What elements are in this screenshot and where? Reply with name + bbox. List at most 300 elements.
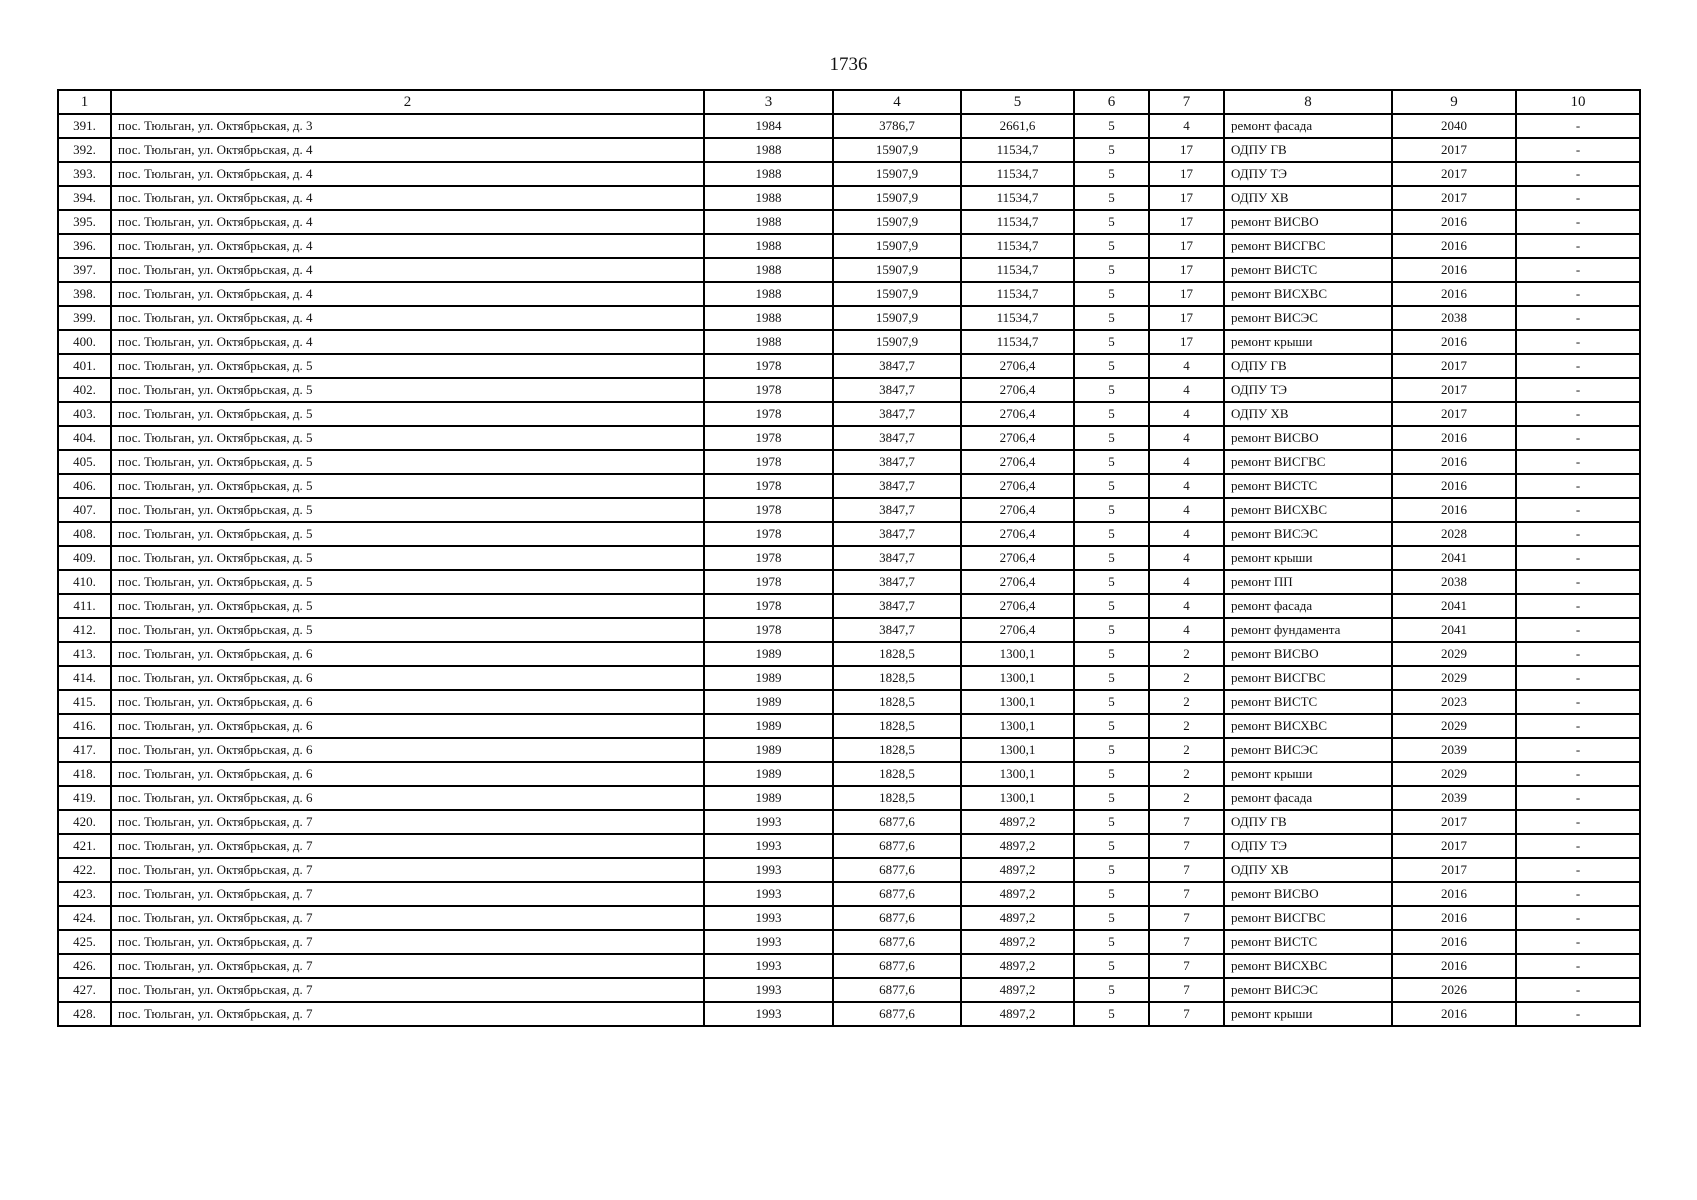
- total-area-cell: 6877,6: [833, 930, 961, 954]
- living-area-cell: 1300,1: [961, 762, 1074, 786]
- address-cell: пос. Тюльган, ул. Октябрьская, д. 5: [111, 474, 704, 498]
- planned-year-cell: 2029: [1392, 762, 1516, 786]
- entrances-cell: 7: [1149, 1002, 1224, 1026]
- row-number-cell: 417.: [58, 738, 111, 762]
- table-row: [58, 834, 1640, 858]
- note-cell: -: [1516, 714, 1640, 738]
- year-built-cell: 1989: [704, 666, 833, 690]
- total-area-cell: 6877,6: [833, 906, 961, 930]
- address-cell: пос. Тюльган, ул. Октябрьская, д. 4: [111, 234, 704, 258]
- total-area-cell: 15907,9: [833, 210, 961, 234]
- floors-cell: 5: [1074, 978, 1149, 1002]
- living-area-cell: 11534,7: [961, 138, 1074, 162]
- planned-year-cell: 2016: [1392, 930, 1516, 954]
- work-type-cell: ОДПУ ХВ: [1224, 858, 1392, 882]
- planned-year-cell: 2017: [1392, 138, 1516, 162]
- year-built-cell: 1988: [704, 330, 833, 354]
- floors-cell: 5: [1074, 258, 1149, 282]
- living-area-cell: 1300,1: [961, 714, 1074, 738]
- floors-cell: 5: [1074, 858, 1149, 882]
- note-cell: -: [1516, 930, 1640, 954]
- table-row: [58, 858, 1640, 882]
- table-row: [58, 498, 1640, 522]
- planned-year-cell: 2016: [1392, 258, 1516, 282]
- entrances-cell: 7: [1149, 978, 1224, 1002]
- table-row: [58, 1002, 1640, 1026]
- living-area-cell: 4897,2: [961, 882, 1074, 906]
- total-area-cell: 3847,7: [833, 570, 961, 594]
- living-area-cell: 11534,7: [961, 210, 1074, 234]
- note-cell: -: [1516, 354, 1640, 378]
- living-area-cell: 2706,4: [961, 450, 1074, 474]
- work-type-cell: ремонт ВИСТС: [1224, 690, 1392, 714]
- row-number-cell: 408.: [58, 522, 111, 546]
- row-number-cell: 403.: [58, 402, 111, 426]
- row-number-cell: 418.: [58, 762, 111, 786]
- year-built-cell: 1988: [704, 258, 833, 282]
- row-number-cell: 423.: [58, 882, 111, 906]
- total-area-cell: 3847,7: [833, 378, 961, 402]
- row-number-cell: 405.: [58, 450, 111, 474]
- year-built-cell: 1993: [704, 834, 833, 858]
- total-area-cell: 15907,9: [833, 162, 961, 186]
- column-header: 6: [1074, 90, 1149, 114]
- work-type-cell: ремонт крыши: [1224, 1002, 1392, 1026]
- work-type-cell: ремонт ВИСЭС: [1224, 738, 1392, 762]
- planned-year-cell: 2041: [1392, 594, 1516, 618]
- year-built-cell: 1978: [704, 474, 833, 498]
- repair-register-table: [57, 89, 1641, 1027]
- entrances-cell: 17: [1149, 186, 1224, 210]
- year-built-cell: 1989: [704, 714, 833, 738]
- entrances-cell: 7: [1149, 930, 1224, 954]
- planned-year-cell: 2017: [1392, 162, 1516, 186]
- table-row: [58, 282, 1640, 306]
- address-cell: пос. Тюльган, ул. Октябрьская, д. 7: [111, 906, 704, 930]
- work-type-cell: ОДПУ ХВ: [1224, 186, 1392, 210]
- total-area-cell: 1828,5: [833, 714, 961, 738]
- year-built-cell: 1978: [704, 426, 833, 450]
- work-type-cell: ремонт ВИСХВС: [1224, 954, 1392, 978]
- note-cell: -: [1516, 258, 1640, 282]
- note-cell: -: [1516, 834, 1640, 858]
- living-area-cell: 1300,1: [961, 666, 1074, 690]
- year-built-cell: 1989: [704, 690, 833, 714]
- living-area-cell: 4897,2: [961, 1002, 1074, 1026]
- floors-cell: 5: [1074, 786, 1149, 810]
- floors-cell: 5: [1074, 810, 1149, 834]
- table-row: [58, 258, 1640, 282]
- note-cell: -: [1516, 954, 1640, 978]
- year-built-cell: 1989: [704, 786, 833, 810]
- year-built-cell: 1984: [704, 114, 833, 138]
- living-area-cell: 2706,4: [961, 546, 1074, 570]
- work-type-cell: ремонт фасада: [1224, 594, 1392, 618]
- floors-cell: 5: [1074, 354, 1149, 378]
- living-area-cell: 2706,4: [961, 354, 1074, 378]
- year-built-cell: 1978: [704, 450, 833, 474]
- floors-cell: 5: [1074, 666, 1149, 690]
- entrances-cell: 7: [1149, 858, 1224, 882]
- column-header: 2: [111, 90, 704, 114]
- work-type-cell: ОДПУ ГВ: [1224, 810, 1392, 834]
- year-built-cell: 1978: [704, 594, 833, 618]
- living-area-cell: 2706,4: [961, 378, 1074, 402]
- address-cell: пос. Тюльган, ул. Октябрьская, д. 5: [111, 618, 704, 642]
- year-built-cell: 1978: [704, 402, 833, 426]
- total-area-cell: 6877,6: [833, 882, 961, 906]
- living-area-cell: 1300,1: [961, 690, 1074, 714]
- floors-cell: 5: [1074, 426, 1149, 450]
- note-cell: -: [1516, 690, 1640, 714]
- floors-cell: 5: [1074, 618, 1149, 642]
- work-type-cell: ремонт крыши: [1224, 762, 1392, 786]
- entrances-cell: 2: [1149, 762, 1224, 786]
- entrances-cell: 17: [1149, 258, 1224, 282]
- column-header: 1: [58, 90, 111, 114]
- planned-year-cell: 2041: [1392, 546, 1516, 570]
- floors-cell: 5: [1074, 138, 1149, 162]
- note-cell: -: [1516, 1002, 1640, 1026]
- entrances-cell: 2: [1149, 690, 1224, 714]
- living-area-cell: 4897,2: [961, 810, 1074, 834]
- floors-cell: 5: [1074, 882, 1149, 906]
- planned-year-cell: 2029: [1392, 642, 1516, 666]
- year-built-cell: 1978: [704, 546, 833, 570]
- column-header: 10: [1516, 90, 1640, 114]
- note-cell: -: [1516, 474, 1640, 498]
- row-number-cell: 395.: [58, 210, 111, 234]
- total-area-cell: 15907,9: [833, 330, 961, 354]
- year-built-cell: 1993: [704, 906, 833, 930]
- entrances-cell: 7: [1149, 834, 1224, 858]
- address-cell: пос. Тюльган, ул. Октябрьская, д. 6: [111, 690, 704, 714]
- address-cell: пос. Тюльган, ул. Октябрьская, д. 7: [111, 882, 704, 906]
- entrances-cell: 4: [1149, 594, 1224, 618]
- planned-year-cell: 2016: [1392, 954, 1516, 978]
- planned-year-cell: 2016: [1392, 426, 1516, 450]
- column-header: 8: [1224, 90, 1392, 114]
- row-number-cell: 428.: [58, 1002, 111, 1026]
- work-type-cell: ремонт крыши: [1224, 546, 1392, 570]
- entrances-cell: 17: [1149, 234, 1224, 258]
- row-number-cell: 402.: [58, 378, 111, 402]
- total-area-cell: 15907,9: [833, 234, 961, 258]
- work-type-cell: ремонт ВИСТС: [1224, 474, 1392, 498]
- row-number-cell: 404.: [58, 426, 111, 450]
- planned-year-cell: 2016: [1392, 282, 1516, 306]
- row-number-cell: 410.: [58, 570, 111, 594]
- floors-cell: 5: [1074, 402, 1149, 426]
- planned-year-cell: 2039: [1392, 738, 1516, 762]
- address-cell: пос. Тюльган, ул. Октябрьская, д. 4: [111, 330, 704, 354]
- work-type-cell: ремонт ВИСТС: [1224, 258, 1392, 282]
- table-row: [58, 738, 1640, 762]
- note-cell: -: [1516, 738, 1640, 762]
- floors-cell: 5: [1074, 762, 1149, 786]
- floors-cell: 5: [1074, 474, 1149, 498]
- table-row: [58, 546, 1640, 570]
- table-row: [58, 234, 1640, 258]
- entrances-cell: 4: [1149, 570, 1224, 594]
- note-cell: -: [1516, 138, 1640, 162]
- row-number-cell: 425.: [58, 930, 111, 954]
- living-area-cell: 1300,1: [961, 642, 1074, 666]
- living-area-cell: 2661,6: [961, 114, 1074, 138]
- entrances-cell: 2: [1149, 666, 1224, 690]
- address-cell: пос. Тюльган, ул. Октябрьская, д. 7: [111, 1002, 704, 1026]
- living-area-cell: 2706,4: [961, 618, 1074, 642]
- living-area-cell: 11534,7: [961, 282, 1074, 306]
- address-cell: пос. Тюльган, ул. Октябрьская, д. 5: [111, 402, 704, 426]
- entrances-cell: 4: [1149, 402, 1224, 426]
- year-built-cell: 1993: [704, 810, 833, 834]
- year-built-cell: 1988: [704, 162, 833, 186]
- total-area-cell: 3847,7: [833, 498, 961, 522]
- year-built-cell: 1989: [704, 738, 833, 762]
- note-cell: -: [1516, 786, 1640, 810]
- living-area-cell: 4897,2: [961, 906, 1074, 930]
- planned-year-cell: 2029: [1392, 666, 1516, 690]
- entrances-cell: 4: [1149, 522, 1224, 546]
- address-cell: пос. Тюльган, ул. Октябрьская, д. 4: [111, 306, 704, 330]
- total-area-cell: 15907,9: [833, 138, 961, 162]
- work-type-cell: ремонт фасада: [1224, 786, 1392, 810]
- table-row: [58, 906, 1640, 930]
- row-number-cell: 426.: [58, 954, 111, 978]
- table-row: [58, 450, 1640, 474]
- address-cell: пос. Тюльган, ул. Октябрьская, д. 5: [111, 594, 704, 618]
- year-built-cell: 1993: [704, 858, 833, 882]
- work-type-cell: ремонт ВИСВО: [1224, 882, 1392, 906]
- table-row: [58, 354, 1640, 378]
- note-cell: -: [1516, 522, 1640, 546]
- total-area-cell: 3847,7: [833, 450, 961, 474]
- address-cell: пос. Тюльган, ул. Октябрьская, д. 6: [111, 762, 704, 786]
- row-number-cell: 400.: [58, 330, 111, 354]
- year-built-cell: 1993: [704, 882, 833, 906]
- total-area-cell: 3847,7: [833, 402, 961, 426]
- address-cell: пос. Тюльган, ул. Октябрьская, д. 4: [111, 282, 704, 306]
- work-type-cell: ремонт ВИСВО: [1224, 642, 1392, 666]
- note-cell: -: [1516, 642, 1640, 666]
- floors-cell: 5: [1074, 954, 1149, 978]
- note-cell: -: [1516, 666, 1640, 690]
- entrances-cell: 7: [1149, 954, 1224, 978]
- work-type-cell: ремонт крыши: [1224, 330, 1392, 354]
- table-row: [58, 402, 1640, 426]
- work-type-cell: ремонт ВИСВО: [1224, 210, 1392, 234]
- living-area-cell: 2706,4: [961, 570, 1074, 594]
- total-area-cell: 1828,5: [833, 666, 961, 690]
- entrances-cell: 7: [1149, 810, 1224, 834]
- work-type-cell: ремонт ВИСЭС: [1224, 978, 1392, 1002]
- entrances-cell: 17: [1149, 330, 1224, 354]
- row-number-cell: 393.: [58, 162, 111, 186]
- note-cell: -: [1516, 978, 1640, 1002]
- planned-year-cell: 2029: [1392, 714, 1516, 738]
- planned-year-cell: 2017: [1392, 858, 1516, 882]
- column-header: 3: [704, 90, 833, 114]
- row-number-cell: 413.: [58, 642, 111, 666]
- planned-year-cell: 2017: [1392, 378, 1516, 402]
- note-cell: -: [1516, 594, 1640, 618]
- planned-year-cell: 2026: [1392, 978, 1516, 1002]
- entrances-cell: 2: [1149, 714, 1224, 738]
- address-cell: пос. Тюльган, ул. Октябрьская, д. 6: [111, 786, 704, 810]
- note-cell: -: [1516, 306, 1640, 330]
- address-cell: пос. Тюльган, ул. Октябрьская, д. 5: [111, 426, 704, 450]
- year-built-cell: 1988: [704, 282, 833, 306]
- floors-cell: 5: [1074, 642, 1149, 666]
- planned-year-cell: 2028: [1392, 522, 1516, 546]
- note-cell: -: [1516, 162, 1640, 186]
- total-area-cell: 6877,6: [833, 954, 961, 978]
- living-area-cell: 1300,1: [961, 738, 1074, 762]
- floors-cell: 5: [1074, 378, 1149, 402]
- floors-cell: 5: [1074, 162, 1149, 186]
- floors-cell: 5: [1074, 834, 1149, 858]
- table-body: [58, 114, 1640, 1026]
- work-type-cell: ремонт ВИСВО: [1224, 426, 1392, 450]
- table-row: [58, 426, 1640, 450]
- address-cell: пос. Тюльган, ул. Октябрьская, д. 5: [111, 354, 704, 378]
- note-cell: -: [1516, 402, 1640, 426]
- planned-year-cell: 2016: [1392, 474, 1516, 498]
- year-built-cell: 1978: [704, 354, 833, 378]
- address-cell: пос. Тюльган, ул. Октябрьская, д. 7: [111, 834, 704, 858]
- total-area-cell: 3847,7: [833, 522, 961, 546]
- total-area-cell: 1828,5: [833, 738, 961, 762]
- total-area-cell: 1828,5: [833, 642, 961, 666]
- year-built-cell: 1993: [704, 1002, 833, 1026]
- planned-year-cell: 2016: [1392, 234, 1516, 258]
- table-row: [58, 642, 1640, 666]
- row-number-cell: 392.: [58, 138, 111, 162]
- work-type-cell: ремонт ПП: [1224, 570, 1392, 594]
- work-type-cell: ремонт ВИСЭС: [1224, 306, 1392, 330]
- year-built-cell: 1988: [704, 210, 833, 234]
- address-cell: пос. Тюльган, ул. Октябрьская, д. 4: [111, 258, 704, 282]
- row-number-cell: 391.: [58, 114, 111, 138]
- note-cell: -: [1516, 234, 1640, 258]
- floors-cell: 5: [1074, 738, 1149, 762]
- row-number-cell: 414.: [58, 666, 111, 690]
- floors-cell: 5: [1074, 714, 1149, 738]
- work-type-cell: ОДПУ ТЭ: [1224, 378, 1392, 402]
- page-number: 1736: [829, 54, 868, 75]
- table-row: [58, 138, 1640, 162]
- planned-year-cell: 2016: [1392, 450, 1516, 474]
- table-row: [58, 666, 1640, 690]
- living-area-cell: 11534,7: [961, 186, 1074, 210]
- total-area-cell: 3847,7: [833, 546, 961, 570]
- floors-cell: 5: [1074, 930, 1149, 954]
- work-type-cell: ОДПУ ГВ: [1224, 354, 1392, 378]
- total-area-cell: 15907,9: [833, 258, 961, 282]
- planned-year-cell: 2023: [1392, 690, 1516, 714]
- floors-cell: 5: [1074, 546, 1149, 570]
- year-built-cell: 1978: [704, 522, 833, 546]
- table-row: [58, 786, 1640, 810]
- work-type-cell: ОДПУ ТЭ: [1224, 162, 1392, 186]
- address-cell: пос. Тюльган, ул. Октябрьская, д. 4: [111, 186, 704, 210]
- address-cell: пос. Тюльган, ул. Октябрьская, д. 6: [111, 666, 704, 690]
- floors-cell: 5: [1074, 498, 1149, 522]
- table-row: [58, 570, 1640, 594]
- entrances-cell: 2: [1149, 642, 1224, 666]
- work-type-cell: ОДПУ ТЭ: [1224, 834, 1392, 858]
- planned-year-cell: 2016: [1392, 882, 1516, 906]
- address-cell: пос. Тюльган, ул. Октябрьская, д. 6: [111, 738, 704, 762]
- total-area-cell: 15907,9: [833, 186, 961, 210]
- total-area-cell: 1828,5: [833, 690, 961, 714]
- entrances-cell: 4: [1149, 618, 1224, 642]
- living-area-cell: 2706,4: [961, 474, 1074, 498]
- year-built-cell: 1993: [704, 978, 833, 1002]
- total-area-cell: 1828,5: [833, 762, 961, 786]
- note-cell: -: [1516, 282, 1640, 306]
- work-type-cell: ОДПУ ХВ: [1224, 402, 1392, 426]
- living-area-cell: 11534,7: [961, 162, 1074, 186]
- entrances-cell: 4: [1149, 474, 1224, 498]
- row-number-cell: 399.: [58, 306, 111, 330]
- year-built-cell: 1989: [704, 762, 833, 786]
- floors-cell: 5: [1074, 330, 1149, 354]
- floors-cell: 5: [1074, 522, 1149, 546]
- address-cell: пос. Тюльган, ул. Октябрьская, д. 7: [111, 978, 704, 1002]
- note-cell: -: [1516, 810, 1640, 834]
- row-number-cell: 427.: [58, 978, 111, 1002]
- work-type-cell: ремонт ВИСГВС: [1224, 234, 1392, 258]
- living-area-cell: 11534,7: [961, 258, 1074, 282]
- floors-cell: 5: [1074, 210, 1149, 234]
- year-built-cell: 1988: [704, 138, 833, 162]
- planned-year-cell: 2017: [1392, 810, 1516, 834]
- column-header: 7: [1149, 90, 1224, 114]
- living-area-cell: 4897,2: [961, 954, 1074, 978]
- planned-year-cell: 2017: [1392, 402, 1516, 426]
- note-cell: -: [1516, 330, 1640, 354]
- planned-year-cell: 2016: [1392, 498, 1516, 522]
- address-cell: пос. Тюльган, ул. Октябрьская, д. 3: [111, 114, 704, 138]
- note-cell: -: [1516, 618, 1640, 642]
- living-area-cell: 1300,1: [961, 786, 1074, 810]
- address-cell: пос. Тюльган, ул. Октябрьская, д. 7: [111, 810, 704, 834]
- work-type-cell: ремонт ВИСГВС: [1224, 450, 1392, 474]
- entrances-cell: 4: [1149, 378, 1224, 402]
- total-area-cell: 15907,9: [833, 306, 961, 330]
- note-cell: -: [1516, 858, 1640, 882]
- total-area-cell: 3847,7: [833, 618, 961, 642]
- living-area-cell: 2706,4: [961, 498, 1074, 522]
- row-number-cell: 406.: [58, 474, 111, 498]
- note-cell: -: [1516, 906, 1640, 930]
- living-area-cell: 2706,4: [961, 522, 1074, 546]
- row-number-cell: 422.: [58, 858, 111, 882]
- address-cell: пос. Тюльган, ул. Октябрьская, д. 5: [111, 378, 704, 402]
- address-cell: пос. Тюльган, ул. Октябрьская, д. 7: [111, 954, 704, 978]
- work-type-cell: ремонт ВИСХВС: [1224, 714, 1392, 738]
- floors-cell: 5: [1074, 114, 1149, 138]
- total-area-cell: 3847,7: [833, 474, 961, 498]
- row-number-cell: 398.: [58, 282, 111, 306]
- floors-cell: 5: [1074, 234, 1149, 258]
- table-row: [58, 882, 1640, 906]
- total-area-cell: 3847,7: [833, 426, 961, 450]
- work-type-cell: ремонт ВИСХВС: [1224, 282, 1392, 306]
- table-row: [58, 162, 1640, 186]
